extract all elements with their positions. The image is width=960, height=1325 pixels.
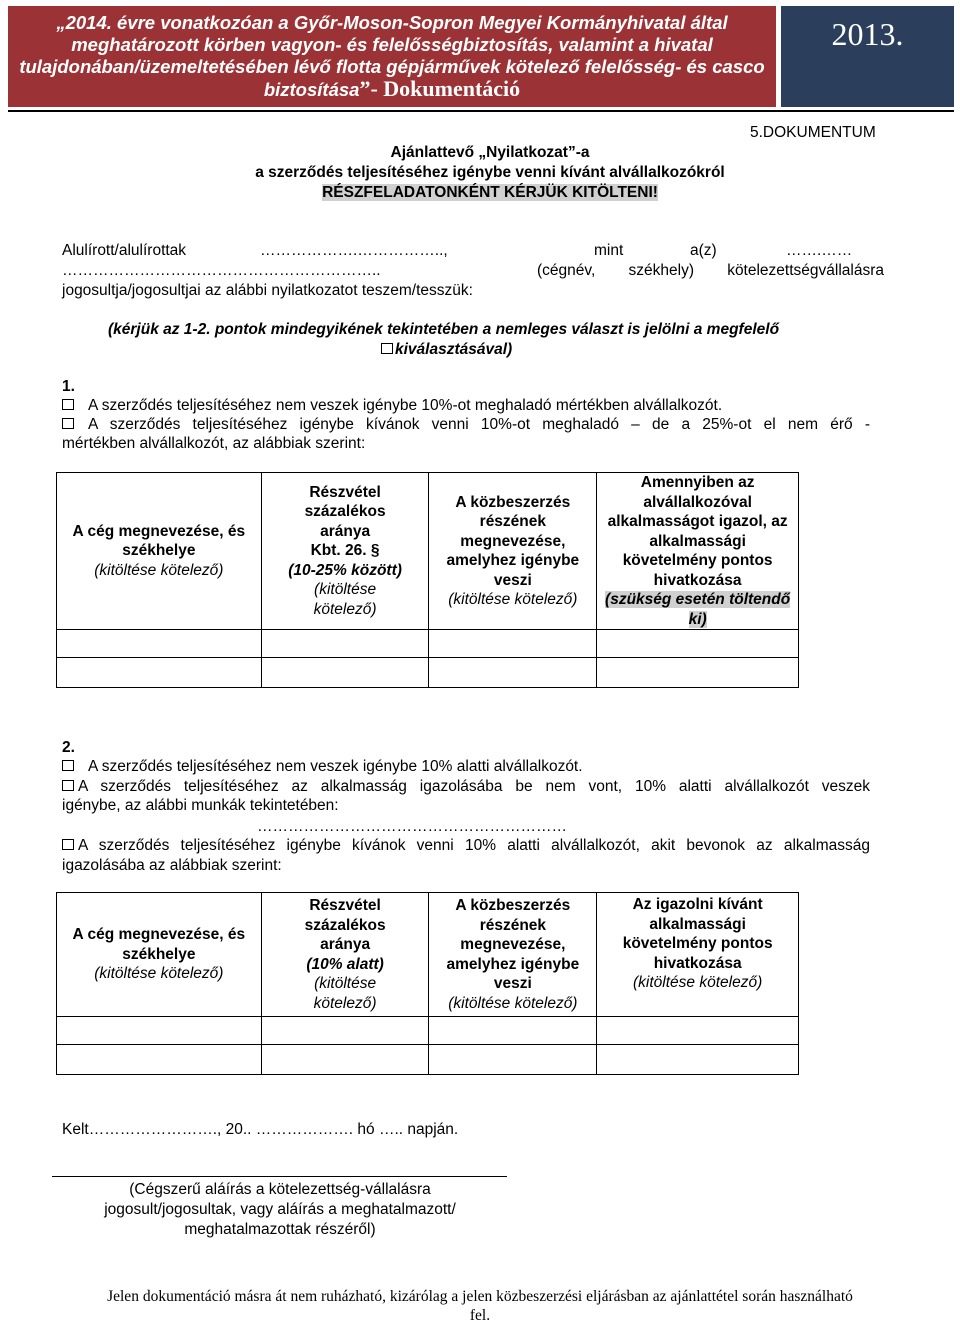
section-1-option-1[interactable]: [62, 396, 722, 416]
table-cell[interactable]: [261, 658, 429, 688]
header-text: Részvétel: [309, 483, 381, 501]
header-year: 2013.: [831, 16, 904, 52]
header-note: (kitöltése kötelező): [94, 561, 224, 579]
header-highlight: (szükség esetén töltendő: [605, 591, 791, 608]
signature-line-2: jogosult/jogosultak, vagy aláírás a meghatalmazott/: [104, 1201, 456, 1218]
header-text: (10-25% között): [288, 561, 402, 579]
header-text: székhelye: [122, 945, 196, 963]
section-1-option-2[interactable]: [62, 415, 870, 435]
section-2-option-2[interactable]: [62, 777, 870, 797]
table-cell[interactable]: [57, 1045, 262, 1075]
header-text: veszi: [493, 975, 532, 992]
table-header-row: [57, 473, 799, 630]
table-header-part: [429, 473, 597, 630]
table-header-company: [57, 893, 262, 1017]
section-2-option-3-text: A szerződés teljesítéséhez igénybe kívánok venni 10% alatti alvállalkozót, akit bevonok az alkalmasság: [78, 837, 870, 854]
table-header-requirement: [597, 893, 799, 1017]
intro-company: (cégnév, székhely) kötelezettségvállalásra: [537, 262, 884, 279]
banner-line-3: tulajdonában/üzemeltetésében lévő flotta gépjárművek kötelező felelősség- és casco: [19, 56, 765, 77]
header-text: részének: [479, 513, 547, 530]
header-text: amelyhez igénybe: [446, 955, 580, 973]
intro-undersigned: Alulírott/alulírottak: [62, 242, 187, 259]
table-cell[interactable]: [429, 1017, 597, 1045]
header-text: megnevezése,: [460, 936, 566, 953]
table-row: [57, 630, 799, 658]
banner-line-4a: biztosítása: [263, 79, 360, 100]
header-text: aránya: [320, 936, 371, 953]
checkbox-icon[interactable]: [62, 780, 74, 791]
header-text: aránya: [320, 522, 371, 540]
header-note: kötelező): [313, 994, 377, 1012]
header-text: követelmény pontos: [622, 552, 773, 569]
table-cell[interactable]: [57, 658, 262, 688]
intro-dots-3: ……………………………………………………..: [62, 262, 381, 279]
intro-line-3: jogosultja/jogosultjai az alábbi nyilatkozatot teszem/tesszük:: [62, 282, 473, 299]
header-text: A közbeszerzés: [455, 897, 571, 914]
header-text: alkalmassági: [649, 915, 746, 933]
header-note: (kitöltése kötelező): [448, 591, 578, 608]
intro-of: a(z): [690, 242, 717, 259]
table-header-share: [261, 893, 429, 1017]
header-text: amelyhez igénybe: [446, 552, 580, 569]
banner-line-4: [8, 78, 776, 101]
table-row: [57, 1045, 799, 1075]
banner-line-4b: ”- Dokumentáció: [359, 76, 521, 101]
header-text: követelmény pontos: [622, 935, 773, 952]
header-text: százalékos: [304, 916, 386, 934]
header-note: (kitöltése: [314, 975, 377, 992]
header-text: Az igazolni kívánt: [632, 896, 763, 913]
table-header-row: [57, 893, 799, 1017]
section-2-table: [56, 892, 799, 1075]
table-cell[interactable]: [597, 1017, 799, 1045]
date-line: Kelt……………………., 20.. ………………. hó ….. napján.: [62, 1121, 459, 1138]
section-1-option-1-text: A szerződés teljesítéséhez nem veszek igénybe 10%-ot meghaladó mértékben alvállalkozót.: [88, 397, 723, 414]
section-2-option-2-text: A szerződés teljesítéséhez az alkalmasság igazolásába be nem vont, 10% alatti alvállalkozót veszek: [78, 778, 870, 795]
section-2-number: 2.: [62, 739, 75, 756]
section-2-option-2-cont: igénybe, az alábbi munkák tekintetében:: [62, 797, 339, 814]
signature-line-3: meghatalmazottak részéről): [184, 1221, 376, 1238]
header-rule: [8, 110, 954, 112]
table-cell[interactable]: [429, 1045, 597, 1075]
table-cell[interactable]: [57, 630, 262, 658]
section-2-option-3[interactable]: [62, 836, 870, 856]
table-cell[interactable]: [57, 1017, 262, 1045]
intro-name-dots: ……………….……………..,: [260, 242, 448, 259]
section-2-option-1-text: A szerződés teljesítéséhez nem veszek igénybe 10% alatti alvállalkozót.: [88, 758, 583, 775]
header-text: százalékos: [304, 503, 386, 521]
instruction-line-2: [381, 340, 512, 360]
table-row: [57, 1017, 799, 1045]
header-text: alvállalkozóval: [643, 493, 752, 511]
header-text: Amennyiben az: [640, 474, 755, 491]
table-header-share: [261, 473, 429, 630]
header-text: székhelye: [122, 542, 196, 560]
table-cell[interactable]: [261, 1017, 429, 1045]
header-text: Részvétel: [309, 897, 381, 914]
footer-line-2: fel.: [469, 1307, 491, 1324]
signature-caption: [30, 1180, 530, 1240]
header-text: részének: [479, 916, 547, 934]
header-text: alkalmasságot igazol, az: [607, 513, 788, 530]
header-text: megnevezése,: [460, 532, 566, 550]
instruction-line-2-text: kiválasztásával): [395, 341, 513, 358]
header-text: Kbt. 26. §: [310, 542, 380, 560]
table-cell[interactable]: [597, 1045, 799, 1075]
year-box: [781, 6, 954, 107]
instruction-line-1: (kérjük az 1-2. pontok mindegyikének tekintetében a nemleges választ is jelölni a megfelelő: [108, 321, 780, 338]
header-text: hivatkozása: [653, 954, 742, 972]
header-text: alkalmassági: [649, 532, 746, 550]
section-1-number: 1.: [62, 378, 75, 395]
footer-line-1: Jelen dokumentáció másra át nem ruházható, kizárólag a jelen közbeszerzési eljárásban az ajánlattétel során használható: [107, 1288, 853, 1305]
intro-dots-2: …….……: [786, 242, 853, 259]
signature-line-1: (Cégszerű aláírás a kötelezettség-vállalásra: [129, 1181, 431, 1198]
header-text: A cég megnevezése, és: [72, 522, 246, 540]
checkbox-icon[interactable]: [62, 839, 74, 850]
section-2-option-1[interactable]: [62, 757, 583, 777]
table-header-requirement: [597, 473, 799, 630]
header-text: (10% alatt): [306, 955, 384, 973]
header-banner: [8, 6, 776, 107]
title-highlight: RÉSZFELADATONKÉNT KÉRJÜK KITÖLTENI!: [322, 184, 658, 201]
table-cell[interactable]: [261, 1045, 429, 1075]
table-header-company: [57, 473, 262, 630]
section-1-option-2-text: A szerződés teljesítéséhez igénybe kívánok venni 10%-ot meghaladó – de a 25%-ot el nem érő -: [88, 416, 870, 433]
header-note: kötelező): [313, 600, 377, 618]
table-header-part: [429, 893, 597, 1017]
checkbox-icon[interactable]: [62, 399, 74, 410]
document-number: 5.DOKUMENTUM: [750, 124, 876, 141]
title-line-1: Ajánlattevő „Nyilatkozat”-a: [390, 144, 590, 161]
title-line-2: a szerződés teljesítéséhez igénybe venni kívánt alvállalkozókról: [255, 164, 725, 181]
table-cell[interactable]: [597, 658, 799, 688]
banner-title: [8, 12, 776, 101]
header-note: (kitöltése kötelező): [633, 974, 763, 991]
checkbox-icon[interactable]: [62, 760, 74, 771]
header-text: A közbeszerzés: [455, 493, 571, 511]
intro-as: mint: [594, 242, 624, 259]
table-cell[interactable]: [597, 630, 799, 658]
table-row: [57, 658, 799, 688]
header-text: hivatkozása: [653, 571, 742, 589]
header-note: (kitöltése: [314, 581, 377, 599]
section-2-option-3-cont: igazolásába az alábbiak szerint:: [62, 857, 282, 874]
section-1-table: [56, 472, 799, 688]
checkbox-icon[interactable]: [62, 418, 74, 429]
checkbox-sample-icon: [381, 343, 393, 354]
header-text: A cég megnevezése, és: [72, 926, 246, 944]
header-note: (kitöltése kötelező): [448, 994, 578, 1012]
section-1-option-2-cont: mértékben alvállalkozót, az alábbiak szerint:: [62, 435, 366, 452]
table-cell[interactable]: [429, 630, 597, 658]
header-highlight: ki): [688, 610, 707, 628]
table-cell[interactable]: [261, 630, 429, 658]
table-cell[interactable]: [429, 658, 597, 688]
footer-note: [60, 1287, 900, 1325]
header-note: (kitöltése kötelező): [94, 965, 224, 983]
banner-line-1: „2014. évre vonatkozóan a Győr-Moson-Sopron Megyei Kormányhivatal által: [56, 12, 728, 33]
banner-line-2: meghatározott körben vagyon- és felelősségbiztosítás, valamint a hivatal: [71, 34, 713, 55]
section-2-dots: ……………………………………………………: [257, 818, 567, 835]
signature-line: [52, 1176, 507, 1177]
header-text: veszi: [493, 571, 532, 589]
title-line-3: [200, 183, 780, 203]
